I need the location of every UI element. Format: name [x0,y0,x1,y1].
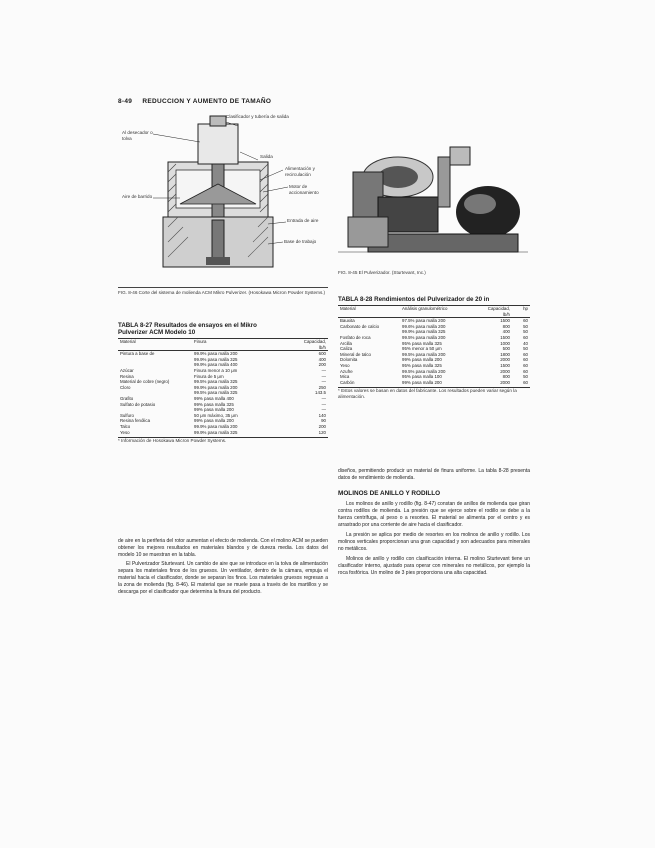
table-cell-hp: 60 [523,362,528,368]
label-aire-barrido: Aire de barrido [122,194,153,199]
table-cell-rate: — [321,395,326,401]
table-cell-finura: 99% pasa malla 200 [194,418,234,424]
table-cell-finura: 99.9% pasa malla 200 [194,351,238,357]
table-cell-rate: 500 [502,346,510,352]
table-cell-rate: 800 [502,323,510,329]
table-cell-material: Material de cobre (negro) [120,379,170,385]
table-cell-hp: 60 [523,318,528,324]
left-paragraph-2: El Pulverizador Sturtevant. Un cambio de aire que se introduce en la tolva de alimentación separa los materiales finos de los gruesos. Un ventilador, dentro de la cámara, empuja el material hacia el clasificador, donde se separan los finos. Los materiales gruesos regresan a la zona de molienda (fig. 8-46). El material que se muele pasa a través de los martillos y se descarga por el clasificador que determina la finura del producto. [118,561,328,595]
t28-head-finura: Análisis granulométrico [402,306,448,311]
table-cell-hp: 60 [523,368,528,374]
table-cell-hp: 50 [523,374,528,380]
label-salida: Salida [260,154,273,159]
table-cell-rate: 2000 [500,379,510,385]
table-cell-finura: 99.9% pasa malla 325 [402,329,446,335]
table-cell-rate: 1500 [500,318,510,324]
table-cell-rate: — [321,407,326,413]
table-cell-material: Resina [120,373,134,379]
table-cell-material: Grafito [120,395,134,401]
table-cell-material: Fosfato de roca [340,334,371,340]
table-cell-material: Carbón [340,379,355,385]
table-cell-finura: 95% pasa malla 325 [402,362,442,368]
table-cell-rate: 1000 [500,340,510,346]
table-cell-hp: 50 [523,323,528,329]
table-cell-finura: 99.5% pasa malla 200 [402,368,446,374]
table-cell-rate: — [321,373,326,379]
table-cell-material: Mica [340,374,350,380]
table-cell-rate: 400 [318,356,326,362]
table-cell-finura: 99.5% pasa malla 325 [194,379,238,385]
table-cell-finura: 99% pasa malla 200 [402,379,442,385]
table-cell-finura: 99.9% pasa malla 325 [194,356,238,362]
table-cell-material: Resina fenólica [120,418,151,424]
table-cell-hp: 50 [523,346,528,352]
page-header [118,98,538,105]
table-cell-material: Pintura a base de [120,351,155,357]
table-cell-finura: 99% pasa malla 400 [194,395,234,401]
table-cell-material: Cloro [120,384,131,390]
table-cell-rate: 143.5 [315,390,326,396]
table-cell-rate: 140 [318,412,326,418]
table-cell-hp: 50 [523,329,528,335]
left-paragraph-1: de aire en la periferia del rotor aumentan el efecto de molienda. Con el molino ACM se pueden obtener los mejores resultados en materiales blandos y de dureza media. Los datos del modelo 10 se muestran en la tabla. [118,538,328,558]
table-28-title: TABLA 8-28 Rendimientos del Pulverizador de 20 in [338,296,490,303]
table-cell-finura: 99.9% pasa malla 325 [194,429,238,435]
table-cell-hp: 60 [523,379,528,385]
table-cell-hp: 60 [523,357,528,363]
right-body-text [338,468,530,577]
table-cell-finura: 97.5% pasa malla 200 [402,318,446,324]
table-cell-finura: 99% pasa malla 325 [194,401,234,407]
table-cell-finura: 99.9% pasa malla 400 [194,362,238,368]
table-cell-rate: — [321,379,326,385]
table-cell-material: Carbonato de calcio [340,323,380,329]
table-cell-finura: 95% menor a 50 μm [402,346,442,352]
left-body-text [118,538,328,596]
table-cell-rate: 600 [318,351,326,357]
table-cell-finura: 99.5% pasa malla 200 [402,334,446,340]
table-cell-rate: 400 [502,329,510,335]
table-row [338,380,530,386]
table-cell-material: Caliza [340,346,353,352]
table-cell-hp: 60 [523,334,528,340]
table-cell-material: Azúcar [120,367,134,373]
table-cell-rate: 2000 [500,368,510,374]
table-cell-material: Dolomita [340,357,358,363]
table-cell-hp: 60 [523,351,528,357]
table-8-28 [338,296,530,400]
fig-8-46-caption: FIG. 8-46 Corte del sistema de molienda ACM Mikro Pulverizer. (Hosokawa Micron Powder Systems.) [118,290,326,295]
table-cell-finura: 99.5% pasa malla 200 [402,351,446,357]
table-cell-rate: 120 [318,429,326,435]
table-cell-material: Talco [120,423,131,429]
table-cell-rate: — [321,367,326,373]
table-cell-finura: 99.6% pasa malla 200 [402,323,446,329]
table-cell-material: Azufre [340,368,353,374]
t27-head-finura: Finura [194,339,207,344]
table-27-grid [118,338,328,435]
section-paragraph-1: Los molinos de anillo y rodillo (fig. 8-47) constan de anillos de molienda que giran contra rodillos de molienda. La presión que se ejerce sobre el rodillo se debe a la fuerza centrífuga, al peso o a resortes. El material se alimenta por el centro y es arrastrado por una corriente de aire hacia el clasificador. [338,501,530,528]
table-cell-rate: 1500 [500,362,510,368]
t28-head-rate: Capacidad, lb/h [487,306,510,317]
table-cell-finura: 99.9% pasa malla 200 [194,384,238,390]
table-cell-material: Sulfato de potasio [120,401,156,407]
table-8-27 [118,322,328,444]
table-cell-finura: 99% pasa malla 200 [194,407,234,413]
table-cell-material: Mineral de talco [340,351,371,357]
table-cell-material: Sulfuro [120,412,134,418]
table-cell-finura: 50 μm máximo, 35 μm [194,412,238,418]
label-motor: Motor de accionamiento [289,184,319,195]
table-cell-finura: 99% pasa malla 200 [402,357,442,363]
table-cell-material: Yeso [340,362,350,368]
table-row [118,430,328,436]
table-cell-rate: 1500 [500,334,510,340]
table-cell-finura: Finura de 5 μm [194,373,224,379]
t27-head-material: Material [120,339,136,344]
table-cell-rate: 800 [502,374,510,380]
table-cell-finura: 99.5% pasa malla 325 [194,390,238,396]
table-cell-material: Bauxita [340,318,355,324]
table-28-grid [338,305,530,385]
t27-head-rate: Capacidad, lb/h [303,339,326,350]
table-27-footnote: * Información de Hosokawa Micron Powder Systems. [118,437,328,444]
label-entrada-aire: Entrada de aire [287,218,319,223]
page-number: 8-49 [118,98,133,105]
fig-8-45-caption: FIG. 8-45 El Pulverizador. (Sturtevant, Inc.) [338,270,426,275]
table-row [338,335,530,341]
figure-8-45 [338,142,528,267]
t28-head-material: Material [340,306,356,311]
label-base: Base de trabajo [284,239,317,244]
t28-head-hp: hp [523,306,528,311]
table-cell-hp: 40 [523,340,528,346]
running-title: REDUCCION Y AUMENTO DE TAMAÑO [142,98,272,105]
label-clasificador: Clasificador y tubería de salida [226,114,289,119]
table-cell-rate: 90 [321,418,326,424]
table-cell-rate: 200 [318,423,326,429]
table-27-title-1: TABLA 8-27 Resultados de ensayos en el Mikro [118,322,257,329]
table-cell-finura: 99.9% pasa malla 200 [194,423,238,429]
table-28-footnote: * Estos valores se basan en datos del fabricante. Los resultados pueden variar según la alimentación. [338,387,530,400]
table-cell-finura: 95% pasa malla 100 [402,374,442,380]
right-intro: diseños, permitiendo producir un material de finura uniforme. La tabla 8-28 presenta datos de rendimiento de molienda. [338,468,530,481]
section-paragraph-3: Molinos de anillo y rodillo con clasificación interna. El molino Sturtevant tiene un clasificador interno, ajustado para operar con minerales no metálicos, por ejemplo la roca fosfórica. Un molino de 3 pies proporciona una alta capacidad. [338,556,530,576]
label-desecador: Al desecador o tolva [122,130,153,141]
table-27-title-2: Pulverizer ACM Modelo 10 [118,329,196,336]
table-cell-finura: 95% pasa malla 325 [402,340,442,346]
table-cell-rate: 200 [318,362,326,368]
figure-8-46 [118,112,328,288]
table-cell-rate: 250 [318,384,326,390]
label-alimentacion: Alimentación y recirculación [285,166,315,177]
table-cell-material: Yeso [120,429,130,435]
table-cell-finura: Finura menor a 10 μm [194,367,238,373]
table-cell-rate: 2000 [500,357,510,363]
pulverizer-photo [338,142,528,267]
table-cell-material: Arcilla [340,340,352,346]
table-cell-rate: 1800 [500,351,510,357]
section-paragraph-2: La presión se aplica por medio de resortes en los molinos de anillo y rodillo. Los molinos verticales proporcionan una gran capacidad y son adecuados para minerales no metálicos. [338,532,530,552]
section-heading: MOLINOS DE ANILLO Y RODILLO [338,490,441,497]
table-cell-rate: — [321,401,326,407]
